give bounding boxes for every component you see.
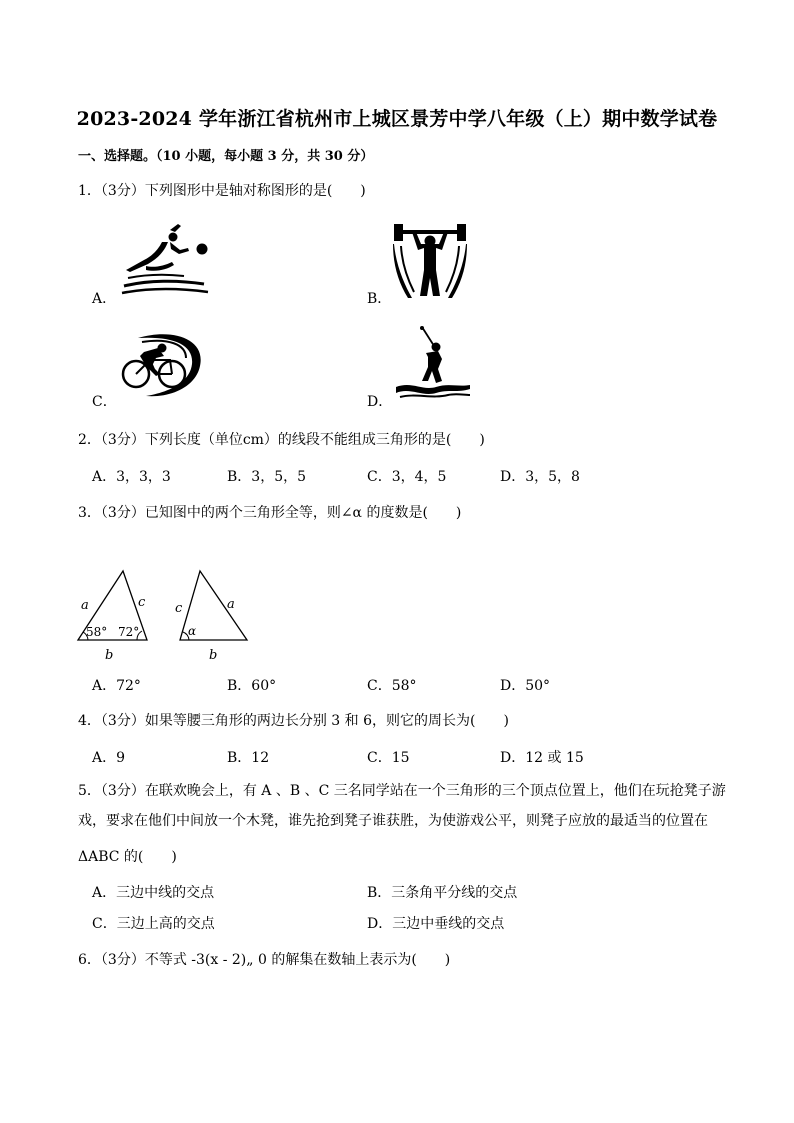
q2-option-b[interactable]: B．3，5，5 <box>227 469 307 485</box>
t1-angle-left: 58° <box>86 625 108 639</box>
q3-option-d[interactable]: D．50° <box>500 678 551 694</box>
q4-option-a[interactable]: A．9 <box>92 750 126 766</box>
q4-option-c[interactable]: C．15 <box>367 750 410 766</box>
q1-option-d[interactable]: D． <box>367 394 393 410</box>
section-heading: 一、选择题。（10 小题，每小题 3 分，共 30 分） <box>78 149 374 164</box>
question-5-line-2: 戏，要求在他们中间放一个木凳，谁先抢到凳子谁获胜，为使游戏公平，则凳子应放的最适当的位置在 <box>78 813 708 829</box>
q3-option-c[interactable]: C．58° <box>367 678 417 694</box>
question-6-stem: 6．（3分）不等式 -3(x - 2)„ 0 的解集在数轴上表示为( ) <box>78 952 451 968</box>
q4-option-b[interactable]: B．12 <box>227 750 270 766</box>
q2-option-c[interactable]: C．3，4，5 <box>367 469 447 485</box>
q1-option-b[interactable]: B． <box>367 291 392 307</box>
t1-side-left: a <box>81 598 89 613</box>
q1-option-c[interactable]: C． <box>92 394 117 410</box>
q5-option-d[interactable]: D．三边中垂线的交点 <box>367 916 505 932</box>
weightlifter-icon <box>390 220 470 300</box>
q4-option-d[interactable]: D．12 或 15 <box>500 750 584 766</box>
q2-option-a[interactable]: A．3，3，3 <box>92 469 171 485</box>
t2-angle-alpha: α <box>188 624 197 638</box>
question-5-line-3: ΔABC 的( ) <box>78 849 177 865</box>
volleyball-player-icon <box>118 222 213 300</box>
q3-option-a[interactable]: A．72° <box>92 678 141 694</box>
q5-option-a[interactable]: A．三边中线的交点 <box>92 885 215 901</box>
t2-side-bottom: b <box>209 648 218 663</box>
question-2-stem: 2．（3分）下列长度（单位cm）的线段不能组成三角形的是( ) <box>78 432 485 448</box>
congruent-triangles-figure <box>72 565 257 665</box>
q5-option-b[interactable]: B．三条角平分线的交点 <box>367 885 518 901</box>
question-3-stem: 3．（3分）已知图中的两个三角形全等，则∠α 的度数是( ) <box>78 505 462 521</box>
page-title: 2023-2024 学年浙江省杭州市上城区景芳中学八年级（上）期中数学试卷 <box>76 108 718 130</box>
q3-option-b[interactable]: B．60° <box>227 678 277 694</box>
t2-side-left: c <box>175 601 183 616</box>
question-5-line-1: 5．（3分）在联欢晚会上，有 A 、B 、C 三名同学站在一个三角形的三个顶点位置上，他们在玩抢凳子游 <box>78 783 726 799</box>
question-1-stem: 1．（3分）下列图形中是轴对称图形的是( ) <box>78 183 366 199</box>
q5-option-c[interactable]: C．三边上高的交点 <box>92 916 215 932</box>
golfer-icon <box>392 325 472 403</box>
question-4-stem: 4．（3分）如果等腰三角形的两边长分别 3 和 6，则它的周长为( ) <box>78 713 509 729</box>
q2-option-d[interactable]: D．3，5，8 <box>500 469 580 485</box>
t1-angle-right: 72° <box>118 625 140 639</box>
t2-side-right: a <box>227 597 235 612</box>
t1-side-bottom: b <box>105 648 114 663</box>
cyclist-icon <box>116 330 206 402</box>
t1-side-right: c <box>138 595 146 610</box>
q1-option-a[interactable]: A． <box>92 291 117 307</box>
